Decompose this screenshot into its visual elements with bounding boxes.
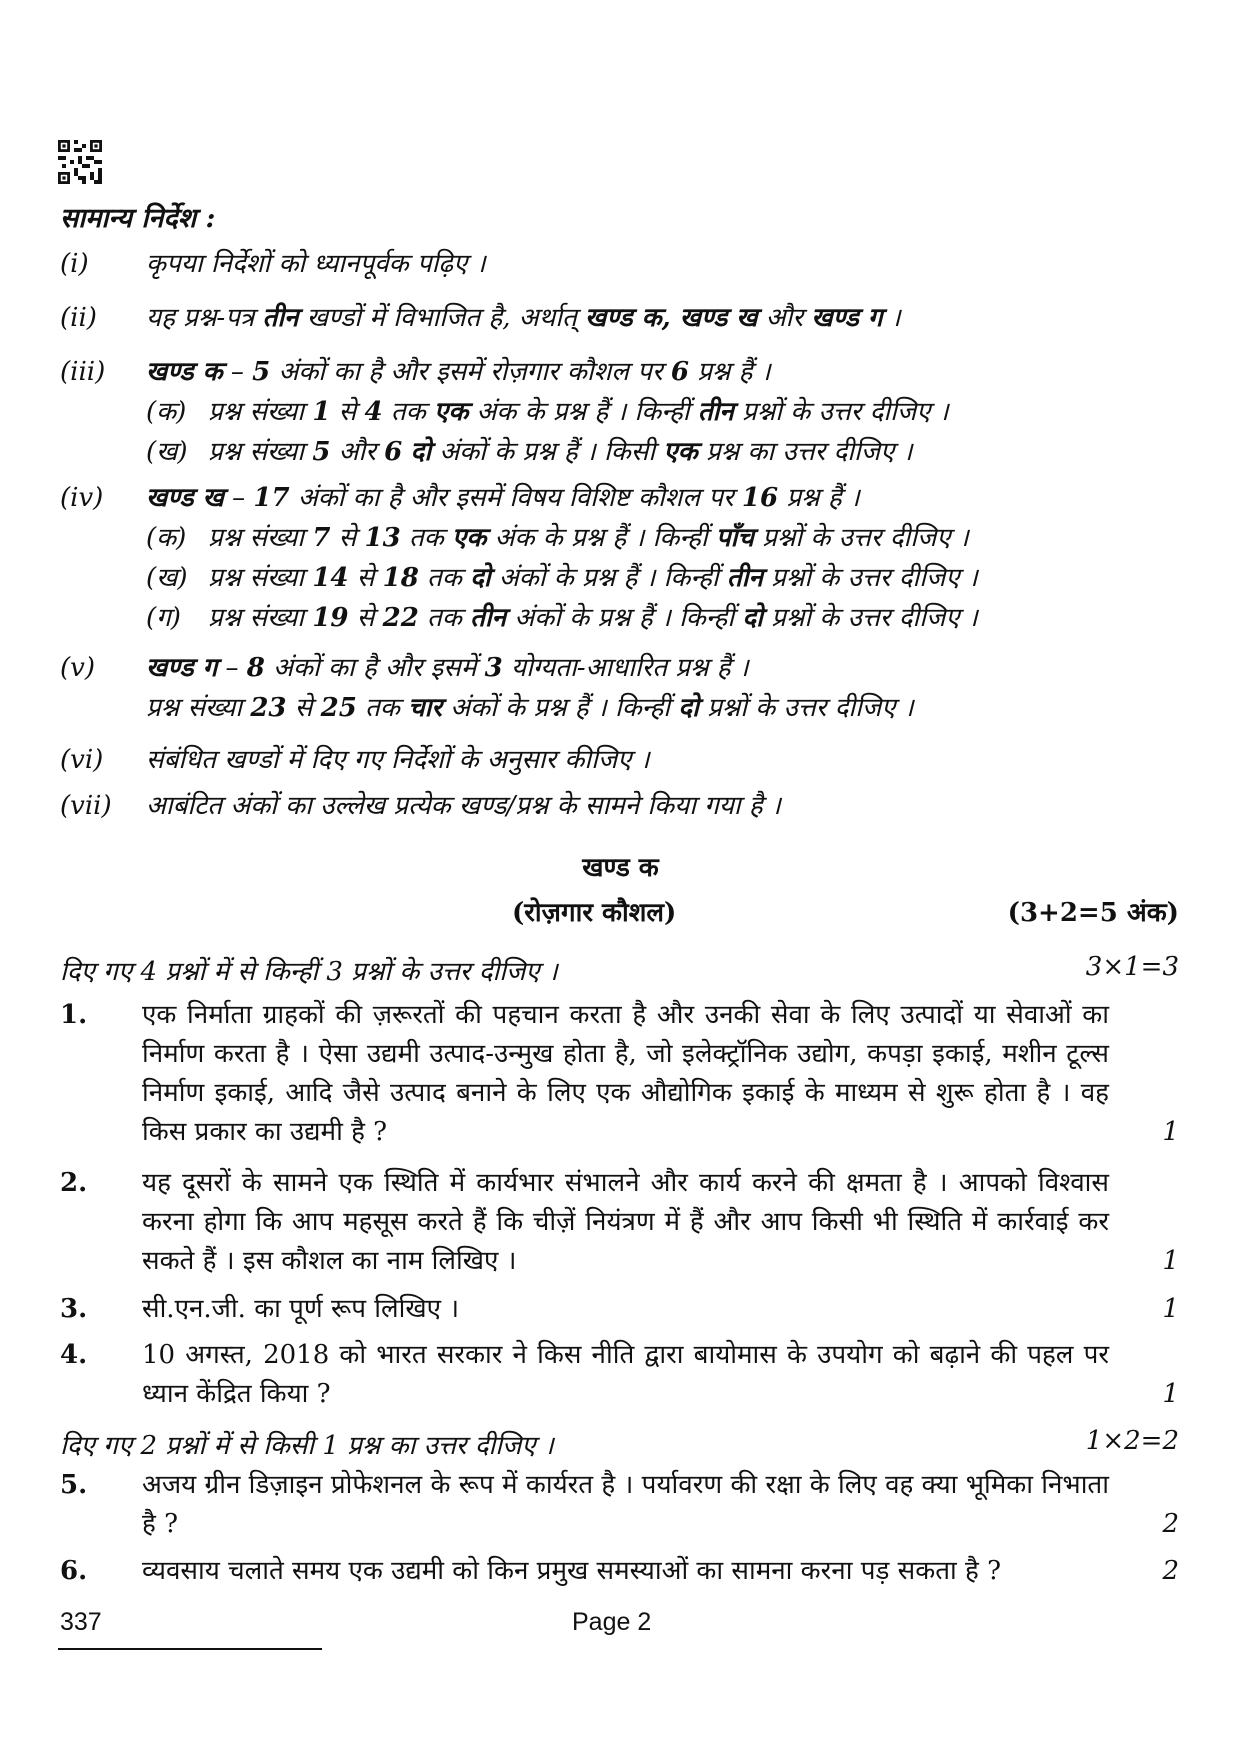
question-number: 5.	[60, 1470, 88, 1500]
instruction-item	[60, 244, 1121, 284]
instruction-text: संबंधित खण्डों में दिए गए निर्देशों के अनुसार कीजिए ।	[146, 745, 650, 775]
question-number: 2.	[60, 1168, 88, 1198]
question	[60, 1552, 1179, 1591]
page-number: Page 2	[572, 1608, 652, 1636]
instruction-number: (v)	[60, 653, 95, 683]
question-text: एक निर्माता ग्राहकों की ज़रूरतों की पहचान करता है और उनकी सेवा के लिए उत्पादों या सेवाओं का निर्माण करता है । ऐसा उद्यमी उत्पाद-उन्मुख होता है, जो इलेक्ट्रॉनिक उद्योग, कपड़ा इकाई, मशीन टूल्स निर्माण इकाई, आदि जैसे उत्पाद बनाने के लिए एक औद्योगिक इकाई के माध्यम से शुरू होता है । वह किस प्रकार का उद्यमी है ?	[142, 1000, 1109, 1147]
instruction-number: (i)	[60, 249, 89, 279]
instruction-item	[60, 478, 1121, 638]
question	[60, 996, 1179, 1152]
instruction-item	[60, 352, 1121, 472]
question	[60, 1336, 1179, 1414]
instruction-subitem: (क) प्रश्न संख्या 7 से 13 तक एक अंक के प्रश्न हैं । किन्हीं पाँच प्रश्नों के उत्तर दीजिए ।	[146, 523, 969, 553]
question-text: व्यवसाय चलाते समय एक उद्यमी को किन प्रमुख समस्याओं का सामना करना पड़ सकता है ?	[142, 1556, 1002, 1586]
section-subtitle: (रोज़गार कौशल)	[512, 898, 677, 928]
section-note	[60, 1426, 1179, 1462]
question-marks: 1	[1162, 1117, 1179, 1147]
question	[60, 1164, 1179, 1281]
question-marks: 1	[1162, 1379, 1179, 1409]
instruction-item	[60, 648, 1121, 728]
section-title: खण्ड क	[582, 853, 659, 883]
instruction-subitem: (ग) प्रश्न संख्या 19 से 22 तक तीन अंकों के प्रश्न हैं । किन्हीं दो प्रश्नों के उत्तर दीजिए ।	[146, 603, 978, 633]
question-marks: 1	[1162, 1246, 1179, 1276]
instruction-item	[60, 298, 1121, 338]
instruction-text: खण्ड क – 5 अंकों का है और इसमें रोज़गार कौशल पर 6 प्रश्न हैं ।	[146, 357, 771, 387]
footer-divider	[58, 1648, 322, 1650]
note-text: दिए गए 4 प्रश्नों में से किन्हीं 3 प्रश्नों के उत्तर दीजिए ।	[60, 957, 558, 987]
instruction-number: (iii)	[60, 357, 106, 387]
question	[60, 1290, 1179, 1329]
question-number: 4.	[60, 1340, 88, 1370]
instruction-text: आबंटित अंकों का उल्लेख प्रत्येक खण्ड/प्रश्न के सामने किया गया है ।	[146, 791, 781, 821]
question-text: यह दूसरों के सामने एक स्थिति में कार्यभार संभालने और कार्य करने की क्षमता है । आपको विश्वास करना होगा कि आप महसूस करते हैं कि चीज़ें नियंत्रण में हैं और आप किसी भी स्थिति में कार्रवाई कर सकते हैं । इस कौशल का नाम लिखिए ।	[142, 1168, 1109, 1276]
instruction-subitem: (ख) प्रश्न संख्या 14 से 18 तक दो अंकों के प्रश्न हैं । किन्हीं तीन प्रश्नों के उत्तर दीजिए ।	[146, 563, 978, 593]
question-number: 1.	[60, 1000, 88, 1030]
instruction-number: (ii)	[60, 303, 97, 333]
instruction-item	[60, 786, 1121, 826]
section-marks: (3+2=5 अंक)	[1007, 898, 1179, 928]
instruction-subitem: (क) प्रश्न संख्या 1 से 4 तक एक अंक के प्रश्न हैं । किन्हीं तीन प्रश्नों के उत्तर दीजिए ।	[146, 397, 949, 427]
instruction-number: (iv)	[60, 483, 104, 513]
note-text: दिए गए 2 प्रश्नों में से किसी 1 प्रश्न का उत्तर दीजिए ।	[60, 1431, 554, 1461]
instruction-text-line2: प्रश्न संख्या 23 से 25 तक चार अंकों के प्रश्न हैं । किन्हीं दो प्रश्नों के उत्तर दीजिए ।	[146, 693, 914, 723]
question-marks: 1	[1162, 1294, 1179, 1324]
note-marks: 1×2=2	[1085, 1426, 1179, 1456]
general-instructions-heading: सामान्य निर्देश :	[60, 203, 216, 234]
instruction-subitem: (ख) प्रश्न संख्या 5 और 6 दो अंकों के प्रश्न हैं । किसी एक प्रश्न का उत्तर दीजिए ।	[146, 437, 913, 467]
instruction-text: कृपया निर्देशों को ध्यानपूर्वक पढ़िए ।	[146, 249, 486, 279]
paper-code: 337	[60, 1608, 102, 1636]
question-marks: 2	[1162, 1509, 1179, 1539]
question-marks: 2	[1162, 1556, 1179, 1586]
instruction-text: खण्ड ख – 17 अंकों का है और इसमें विषय विशिष्ट कौशल पर 16 प्रश्न हैं ।	[146, 483, 860, 513]
question-text: 10 अगस्त, 2018 को भारत सरकार ने किस नीति द्वारा बायोमास के उपयोग को बढ़ाने की पहल पर ध्यान केंद्रित किया ?	[142, 1340, 1109, 1409]
instruction-item	[60, 740, 1121, 780]
qr-code-icon	[58, 140, 102, 184]
instruction-text: यह प्रश्न-पत्र तीन खण्डों में विभाजित है, अर्थात् खण्ड क, खण्ड ख और खण्ड ग ।	[146, 303, 901, 333]
instruction-text: खण्ड ग – 8 अंकों का है और इसमें 3 योग्यता-आधारित प्रश्न हैं ।	[146, 653, 749, 683]
instruction-number: (vi)	[60, 745, 104, 775]
question	[60, 1466, 1179, 1544]
question-text: अजय ग्रीन डिज़ाइन प्रोफेशनल के रूप में कार्यरत है । पर्यावरण की रक्षा के लिए वह क्या भूमिका निभाता है ?	[142, 1470, 1109, 1539]
question-number: 3.	[60, 1294, 88, 1324]
note-marks: 3×1=3	[1085, 952, 1179, 982]
instruction-number: (vii)	[60, 791, 112, 821]
question-text: सी.एन.जी. का पूर्ण रूप लिखिए ।	[142, 1294, 460, 1324]
question-number: 6.	[60, 1556, 88, 1586]
section-note	[60, 952, 1179, 988]
